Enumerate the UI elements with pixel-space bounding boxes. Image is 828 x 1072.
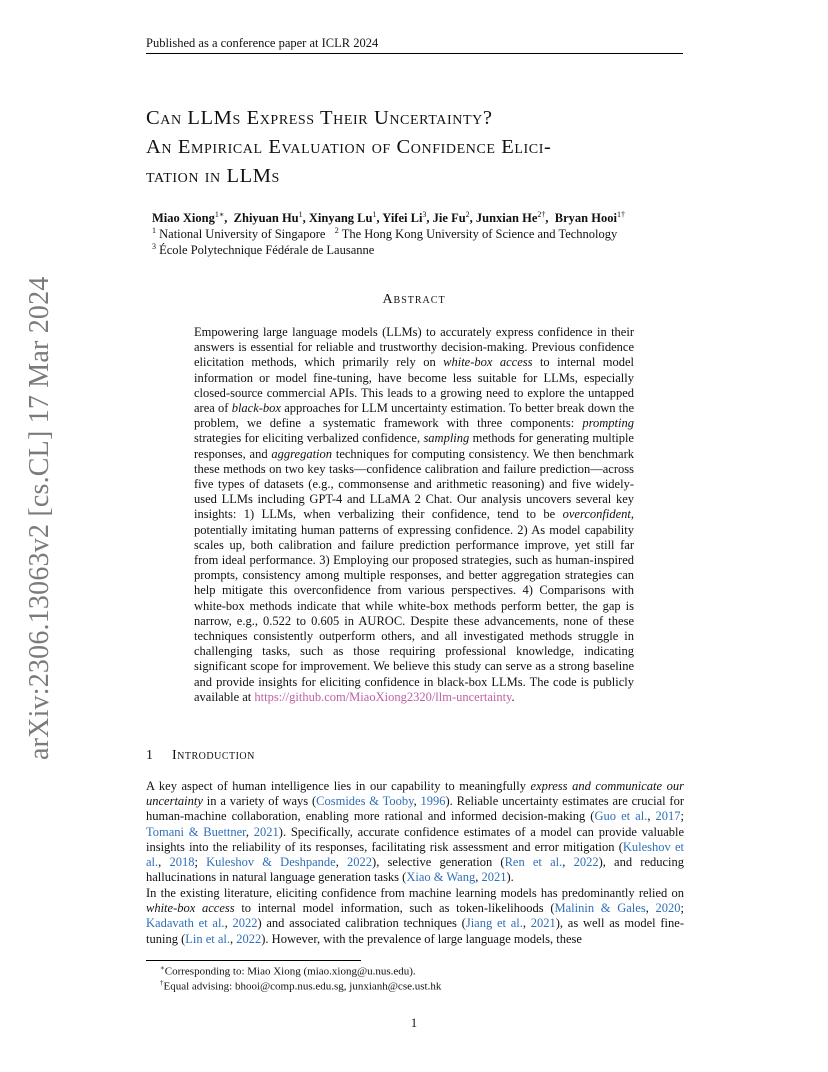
affiliation-line-1 (152, 226, 617, 242)
author-name: Junxian He (475, 211, 538, 226)
abstract-text: methods for generating multiple responses, and (194, 431, 634, 461)
body-text: in a variety of ways ( (202, 794, 317, 809)
abstract-emphasis: sampling (423, 431, 470, 446)
footnote-1 (160, 964, 416, 978)
citation-link[interactable]: Kuleshov & Deshpande (206, 855, 336, 870)
citation-link[interactable]: Tomani & Buettner (146, 824, 246, 839)
affiliation: École Polytechnique Fédérale de Lausanne (159, 243, 375, 258)
body-text: ), and reducing hallucinations in natural language generation tasks ( (146, 855, 685, 885)
abstract-text: , potentially imitating human patterns of expressing confidence. 2) As model capability scales up, both calibration and failure prediction performance improve, yet still far from ideal performance. 3) Employing our proposed strategies, such as human-inspired prompts, consistency among multiple responses, and better aggregation strategies can help mitigate this overconfidence from various perspectives. 4) Comparisons with white-box methods indicate that while white-box methods perform better, the gap is narrow, e.g., 0.522 to 0.605 in AUROC. Despite these advancements, none of these techniques consistently outperform others, and all investigated methods struggle in challenging tasks, such as those requiring professional knowledge, indicating significant scope for improvement. We believe this study can serve as a strong baseline and provide insights for eliciting confidence in black-box LLMs. The code is publicly available at (194, 507, 634, 704)
citation-year-link[interactable]: 2017 (655, 809, 681, 824)
abstract-body (194, 325, 634, 705)
body-text: ), as well as model fine-tuning ( (146, 916, 684, 946)
author-mark: 3 (422, 210, 427, 219)
author-list: Miao Xiong$^{1∗}$, Zhiyuan Hu$^1$, Xinyang Lu$^1$, Yifei Li$^3$, Jie Fu$^2$, Junxian $He^{2\dagger}$, Bryan Hooi$^{1\dagger}$ (152, 210, 625, 226)
citation-link[interactable]: Malinin & Gales (554, 901, 646, 916)
intro-paragraph-1: A key aspect of human intelligence lies in our capability to meaningfully express and communicate our uncertainty in a variety of ways (Cosmides & Tooby, 1996). Reliable uncertainty estimates are crucial for human-machine collaboration, enabling more rational and informed decision-making (Guo et al., 2017; Tomani & Buettner, 2021). Specifically, accurate confidence estimates of a model can provide valuable insights into the reliability of its responses, facilitating risk assessment and error mitigation (Kuleshov et al., 2018; Kuleshov & Deshpande, 2022), selective generation (Ren et al., 2022), and reducing hallucinations in natural language generation tasks (Xiao & Wang, 2021). (146, 779, 685, 885)
intro-paragraph-2: In the existing literature, eliciting confidence from machine learning models has predominantly relied on white-box access to internal model information, such as token-likelihoods (Malinin & Gales, 2020; Kadavath et al., 2022) and associated calibration techniques (Jiang et al., 2021), as well as model fine-tuning (Lin et al., 2022). However, with the prevalence of large language models, these (146, 886, 684, 946)
citation-year-link[interactable]: 2022 (347, 855, 373, 870)
author-name: Yifei Li (382, 211, 423, 226)
abstract-emphasis: prompting (582, 416, 634, 431)
footnote-mark: † (160, 979, 164, 987)
affiliation: National University of Singapore (159, 227, 326, 242)
body-text: ). Reliable uncertainty estimates are crucial for human-machine collaboration, enabling more rational and informed decision-making ( (146, 794, 684, 824)
citation-link[interactable]: Kuleshov et al. (146, 839, 684, 870)
paper-title (146, 104, 706, 191)
title-line-2: An Empirical Evaluation of Confidence Elici- (146, 136, 552, 158)
citation-link[interactable]: Lin et al. (185, 931, 231, 946)
author-name: Jie Fu (432, 211, 466, 226)
body-text: ). (506, 870, 514, 885)
abstract-text: to internal model information or model fine-tuning, have become less suitable for LLMs, especially closed-source commercial APIs. This leads to a growing need to explore the untapped area of (194, 355, 634, 416)
title-line-1: Can LLMs Express Their Uncertainty? (146, 107, 493, 129)
author-name: Miao Xiong (152, 211, 215, 226)
citation-year-link[interactable]: 2020 (655, 901, 681, 916)
citation-year-link[interactable]: 2022 (573, 855, 599, 870)
code-repository-link[interactable]: https://github.com/MiaoXiong2320/llm-uncertainty (254, 689, 512, 704)
citation-link[interactable]: Jiang et al. (465, 916, 523, 931)
page-number: 1 (410, 1016, 418, 1030)
running-header: Published as a conference paper at ICLR 2024 (146, 36, 379, 50)
author-name: Bryan Hooi (554, 211, 617, 226)
body-text: ) and associated calibration techniques ( (257, 916, 466, 931)
citation-year-link[interactable]: 2021 (253, 824, 279, 839)
footnote-rule (146, 960, 361, 961)
section-title: Introduction (172, 748, 255, 763)
affiliation-mark: 1 (152, 226, 156, 235)
author-name: Zhiyuan Hu (233, 211, 299, 226)
footnote-2 (160, 979, 441, 993)
abstract-text: Empowering large language models (LLMs) to accurately express confidence in their answers is essential for reliable and trustworthy decision-making. Previous confidence elicitation methods, which primarily rely on (194, 325, 634, 370)
body-text: ). Specifically, accurate confidence estimates of a model can provide valuable insights into the reliability of its responses, facilitating risk assessment and error mitigation ( (146, 824, 685, 854)
citation-year-link[interactable]: 2021 (530, 916, 556, 931)
body-text: A key aspect of human intelligence lies in our capability to meaningfully (146, 779, 531, 793)
section-heading (146, 748, 255, 764)
citation-year-link[interactable]: 1996 (420, 794, 446, 809)
footnote-text: Equal advising: bhooi@comp.nus.edu.sg, junxianh@cse.ust.hk (163, 980, 442, 993)
author-mark: 1 (298, 210, 303, 219)
footnote-text: Corresponding to: Miao Xiong (miao.xiong@u.nus.edu). (164, 965, 416, 978)
citation-year-link[interactable]: 2022 (236, 931, 262, 946)
abstract-emphasis: overconfident (562, 507, 631, 522)
abstract-text: . (511, 689, 515, 704)
citation-link[interactable]: Xiao & Wang (406, 870, 476, 885)
body-emphasis: white-box access (146, 901, 235, 916)
abstract-text: techniques for computing consistency. We then benchmark these methods on two key tasks—confidence calibration and failure prediction—across five types of datasets (e.g., commonsense and arithmetic reasoning) and five widely-used LLMs including GPT-4 and LLaMA 2 Chat. Our analysis uncovers several key insights: 1) LLMs, when verbalizing their confidence, tend to be (194, 446, 634, 522)
header-rule (146, 53, 683, 54)
affiliation-mark: 2 (334, 226, 339, 235)
author-mark: 2 (465, 210, 470, 219)
abstract-emphasis: aggregation (271, 446, 333, 461)
section-number: 1 (146, 748, 153, 763)
citation-year-link[interactable]: 2018 (169, 855, 195, 870)
affiliation-line-2 (152, 242, 374, 258)
arxiv-identifier: arXiv:2306.13063v2 [cs.CL] 17 Mar 2024 (24, 276, 55, 760)
body-text: In the existing literature, eliciting confidence from machine learning models has predominantly relied on (146, 886, 684, 900)
author-mark: 2† (537, 210, 546, 219)
body-emphasis: express and communicate our uncertainty (146, 779, 684, 809)
footnote-mark: ∗ (160, 964, 165, 972)
citation-link[interactable]: Kadavath et al. (146, 916, 225, 931)
citation-year-link[interactable]: 2022 (232, 916, 258, 931)
author-name: Xinyang Lu (308, 211, 373, 226)
abstract-text: strategies for eliciting verbalized confidence, (194, 431, 424, 446)
body-text: ). However, with the prevalence of large language models, these (261, 931, 582, 946)
author-mark: 1∗ (214, 210, 225, 219)
citation-link[interactable]: Ren et al. (504, 855, 563, 870)
citation-link[interactable]: Cosmides & Tooby (316, 794, 414, 809)
citation-year-link[interactable]: 2021 (481, 870, 507, 885)
citation-link[interactable]: Guo et al. (594, 809, 648, 824)
abstract-emphasis: white-box access (443, 355, 533, 370)
author-mark: 1† (616, 210, 625, 219)
author-mark: 1 (372, 210, 377, 219)
body-text: ), selective generation ( (372, 855, 505, 870)
affiliation: The Hong Kong University of Science and Technology (341, 227, 618, 242)
body-text: to internal model information, such as token-likelihoods ( (234, 901, 555, 916)
abstract-emphasis: black-box (231, 401, 281, 416)
title-line-3: tation in LLMs (146, 165, 280, 187)
abstract-text: approaches for LLM uncertainty estimation. To better break down the problem, we define a systematic framework with three components: (194, 401, 634, 431)
affiliation-mark: 3 (152, 242, 156, 251)
abstract-heading: Abstract (382, 292, 446, 307)
